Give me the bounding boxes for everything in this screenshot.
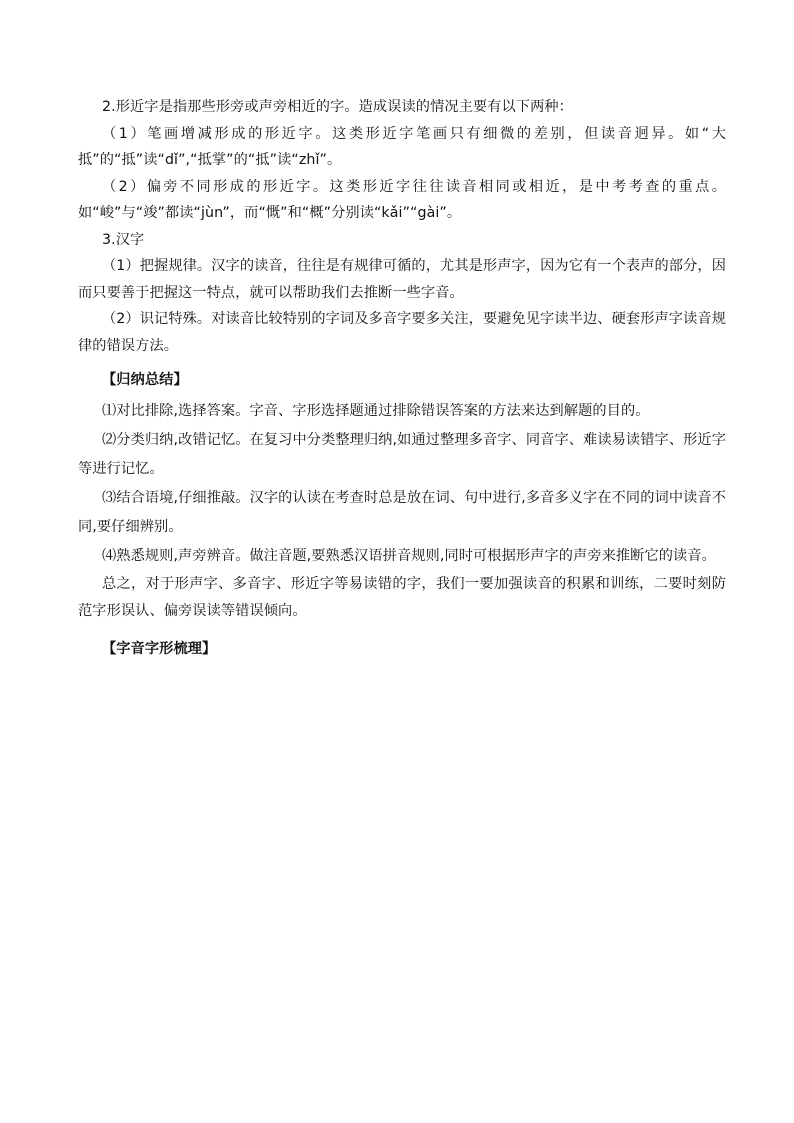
paragraph-stroke-difference: （1）笔画增减形成的形近字。这类形近字笔画只有细微的差别，但读音迥异。如“大抵”的“抵”读“dǐ”,“抵掌”的“抵”读“zhǐ”。 <box>78 125 726 168</box>
paragraph-hanzi-heading: 3.汉字 <box>102 231 145 248</box>
summary-list <box>78 397 726 571</box>
pronunciation-review-heading: 【字音字形梳理】 <box>102 641 217 657</box>
summary-item: ⑵分类归纳,改错记忆。在复习中分类整理归纳,如通过整理多音字、同音字、难读易读错字、形近字等进行记忆。 <box>78 432 726 477</box>
paragraph-master-rules: （1）把握规律。汉字的读音，往往是有规律可循的，尤其是形声字，因为它有一个表声的部分，因而只要善于把握这一特点，就可以帮助我们去推断一些字音。 <box>78 258 726 301</box>
paragraph-similar-characters-definition: 2.形近字是指那些形旁或声旁相近的字。造成误读的情况主要有以下两种： <box>102 99 573 115</box>
summary-conclusion: 总之，对于形声字、多音字、形近字等易读错的字，我们一要加强读音的积累和训练，二要时刻防范字形误认、偏旁误读等错误倾向。 <box>78 576 726 619</box>
summary-item: ⑶结合语境,仔细推敲。汉字的认读在考查时总是放在词、句中进行,多音多义字在不同的词中读音不同,要仔细辨别。 <box>78 490 726 535</box>
summary-heading: 【归纳总结】 <box>102 372 188 388</box>
document-body <box>78 94 726 662</box>
summary-item: ⑴对比排除,选择答案。字音、字形选择题通过排除错误答案的方法来达到解题的目的。 <box>102 403 650 419</box>
paragraph-radical-difference: （2）偏旁不同形成的形近字。这类形近字往往读音相同或相近，是中考考查的重点。如“峻”与“竣”都读“jùn”，而“慨”和“概”分别读“kǎi”“gài”。 <box>78 178 726 221</box>
paragraph-remember-special: （2）识记特殊。对读音比较特别的字词及多音字要多关注，要避免见字读半边、硬套形声字读音规律的错误方法。 <box>78 311 726 354</box>
summary-item: ⑷熟悉规则,声旁辨音。做注音题,要熟悉汉语拼音规则,同时可根据形声字的声旁来推断它的读音。 <box>102 548 716 564</box>
